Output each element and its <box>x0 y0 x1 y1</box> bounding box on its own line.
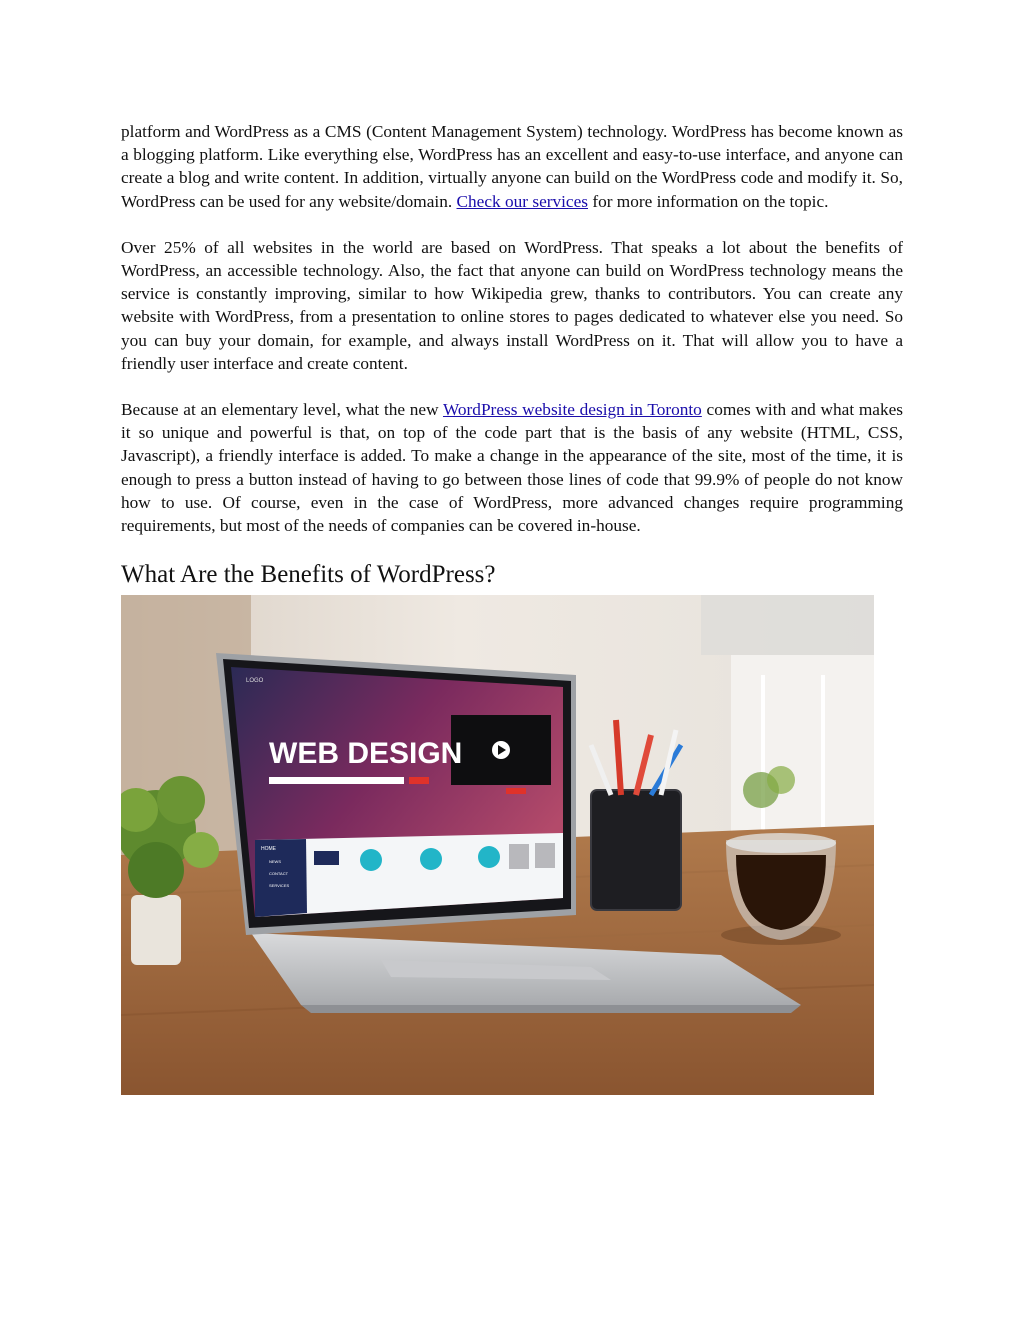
screen-title: WEB DESIGN <box>269 737 463 771</box>
screen-sidebar-item: CONTACT <box>269 871 289 877</box>
check-our-services-link[interactable]: Check our services <box>456 191 588 211</box>
paragraph-wordpress-share: Over 25% of all websites in the world are based on WordPress. That speaks a lot about the benefits of WordPress, an accessible technology. Also, the fact that anyone can build on WordPress technology means the service is constantly improving, similar to how Wikipedia grew, thanks to contributors. You can create any website with WordPress, from a presentation to online stores to pages dedicated to whatever else you need. So you can buy your domain, for example, and always install WordPress on it. That will allow you to have a friendly user interface and create content. <box>121 237 903 373</box>
paragraph-wordpress-cms <box>121 120 903 213</box>
section-heading: What Are the Benefits of WordPress? <box>121 561 496 589</box>
paragraph-text: platform and WordPress as a CMS (Content Management System) technology. WordPress has become known as a blogging platform. Like everything else, WordPress has an excellent and easy-to-use interface, and anyone can create a blog and write content. In addition, virtually anyone can build on the WordPress code and modify it. So, WordPress can be used for any website/domain. <box>121 122 903 211</box>
wordpress-design-toronto-link[interactable]: WordPress website design in Toronto <box>442 400 702 420</box>
screen-sidebar-header: HOME <box>261 846 276 853</box>
paragraph-elementary-level <box>121 398 903 537</box>
paragraph-text: Because at an elementary level, what the new <box>121 400 443 420</box>
screen-logo: LOGO <box>246 678 264 685</box>
laptop-photo <box>121 595 874 1095</box>
screen-sidebar-item: NEWS <box>269 859 281 865</box>
paragraph-text: comes with and what makes it so unique and powerful is that, on top of the code part that is the basis of any website (HTML, CSS, Javascript), a friendly interface is added. To make a change in the appearance of the site, most of the time, it is enough to press a button instead of having to go between those lines of code that 99.9% of people do not know how to use. Of course, even in the case of WordPress, more advanced changes require programming requirements, but most of the needs of companies can be covered in-house. <box>121 400 903 536</box>
paragraph-text: for more information on the topic. <box>588 191 829 211</box>
document-body <box>121 120 903 1095</box>
screen-sidebar-item: SERVICES <box>269 883 290 889</box>
